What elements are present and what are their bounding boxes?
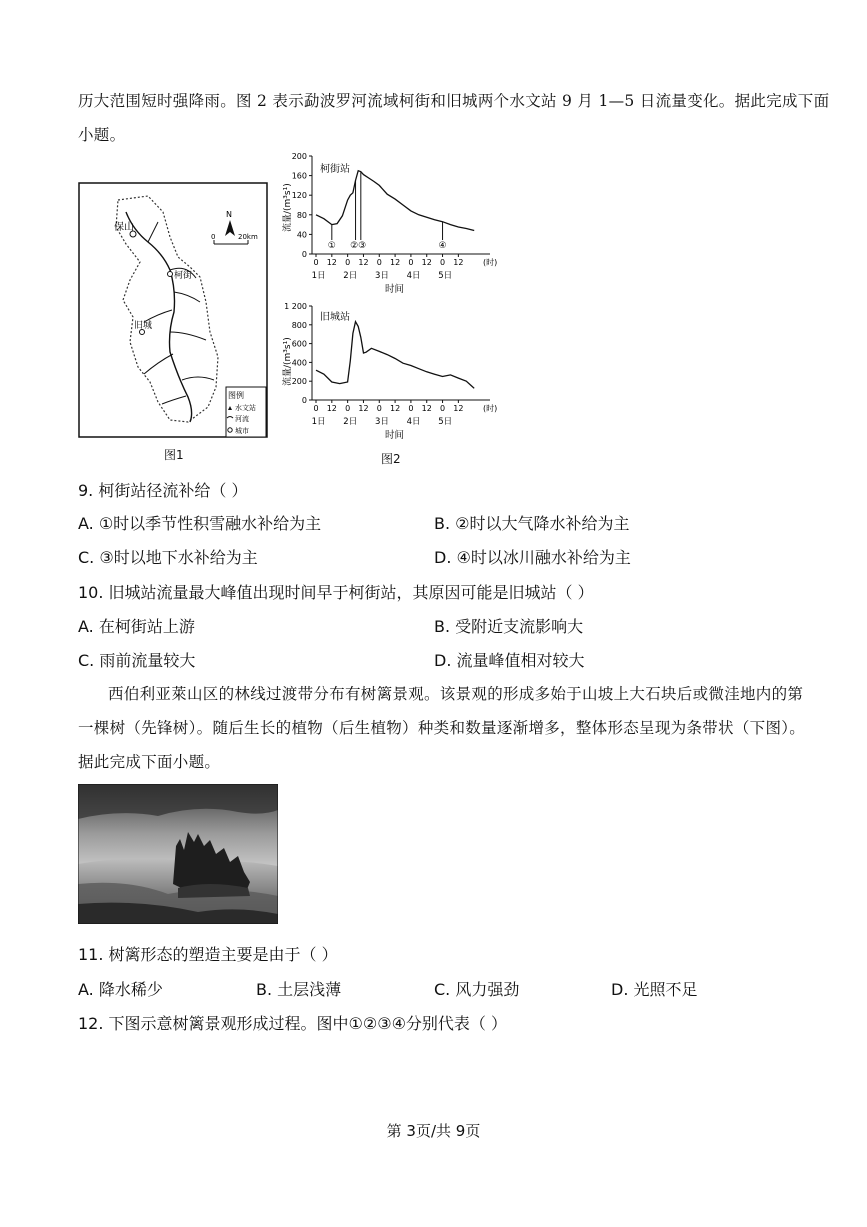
- q9-option-d[interactable]: D. ④时以冰川融水补给为主: [434, 548, 631, 567]
- day-label: 4日: [406, 271, 421, 281]
- day-label: 5日: [438, 417, 453, 427]
- legend-item: 水文站: [235, 404, 256, 412]
- passage2-line-1: 西伯利亚萊山区的林线过渡带分布有树篱景观。该景观的形成多始于山坡上大石块后或微洼地内的第: [108, 685, 804, 703]
- series-line-jiucheng: [316, 322, 474, 389]
- x-unit: (时): [483, 258, 498, 267]
- x-tick-label: 12: [358, 404, 369, 413]
- time-marker: ①: [327, 241, 336, 251]
- q10-stem: 10. 旧城站流量最大峰值出现时间早于柯街站，其原因可能是旧城站（ ）: [78, 583, 594, 602]
- y-tick-label: 160: [291, 171, 307, 181]
- q10-option-d[interactable]: D. 流量峰值相对较大: [434, 651, 585, 670]
- q10-option-b[interactable]: B. 受附近支流影响大: [434, 617, 584, 636]
- passage2-line-3: 据此完成下面小题。: [78, 753, 221, 771]
- y-tick-label: 1 200: [284, 302, 307, 311]
- x-tick-label: 12: [358, 258, 369, 267]
- y-tick-label: 40: [296, 230, 307, 240]
- day-label: 1日: [311, 417, 326, 427]
- figure1-caption: 图1: [164, 448, 184, 462]
- x-tick-label: 0: [313, 258, 319, 267]
- time-marker: ④: [438, 241, 447, 251]
- x-unit: (时): [483, 404, 498, 413]
- x-tick-label: 12: [421, 258, 432, 267]
- x-tick-label: 0: [345, 258, 351, 267]
- x-tick-label: 12: [326, 258, 337, 267]
- chart-kejie: [281, 152, 497, 295]
- day-label: 3日: [374, 417, 389, 427]
- passage2-line-2: 一棵树（先锋树）。随后生长的植物（后生植物）种类和数量逐渐增多，整体形态呈现为条带状（下图）。: [78, 719, 806, 737]
- chart-title: 柯街站: [320, 164, 350, 175]
- q11-option-a[interactable]: A. 降水稀少: [78, 980, 163, 999]
- series-line-kejie: [316, 171, 474, 231]
- q11-option-b[interactable]: B. 土层浅薄: [256, 980, 342, 999]
- day-label: 3日: [374, 271, 389, 281]
- x-tick-label: 12: [326, 404, 337, 413]
- town-label: 柯街: [174, 271, 193, 281]
- y-tick-label: 800: [291, 320, 307, 330]
- x-tick-label: 12: [453, 404, 464, 413]
- x-tick-label: 0: [439, 258, 446, 267]
- q9-option-c[interactable]: C. ③时以地下水补给为主: [78, 548, 258, 567]
- x-tick-label: 12: [389, 404, 401, 413]
- intro-line-2: 小题。: [78, 126, 126, 144]
- x-tick-label: 12: [453, 258, 464, 267]
- town-label: 保山: [114, 222, 134, 233]
- x-tick-label: 0: [439, 404, 446, 413]
- q9-stem: 9. 柯街站径流补给（ ）: [78, 481, 248, 500]
- y-label: 流量/(m³s¹): [283, 183, 293, 232]
- x-tick-label: 12: [421, 404, 432, 413]
- y-tick-label: 80: [296, 210, 307, 220]
- day-label: 4日: [406, 417, 421, 427]
- q12-stem: 12. 下图示意树篱景观形成过程。图中①②③④分别代表（ ）: [78, 1014, 507, 1033]
- hedge-landscape-photo: [78, 784, 278, 924]
- x-tick-label: 0: [376, 404, 382, 413]
- day-label: 2日: [343, 271, 358, 281]
- city-icon: [228, 428, 232, 432]
- scale-20km: 20km: [238, 233, 258, 241]
- city-kejie: [168, 272, 173, 277]
- y-tick-label: 200: [291, 377, 307, 387]
- x-label: 时间: [385, 284, 405, 295]
- y-tick-label: 0: [301, 396, 307, 405]
- figure1-map: [78, 182, 270, 440]
- y-tick-label: 400: [291, 358, 307, 368]
- q11-stem: 11. 树篱形态的塑造主要是由于（ ）: [78, 945, 338, 964]
- y-tick-label: 200: [291, 152, 307, 161]
- legend-title: 图例: [228, 391, 244, 400]
- x-tick-label: 0: [408, 258, 414, 267]
- x-tick-label: 12: [389, 258, 401, 267]
- q11-option-c[interactable]: C. 风力强劲: [434, 980, 520, 999]
- north-label: N: [226, 210, 232, 219]
- day-label: 5日: [438, 271, 453, 281]
- x-tick-label: 0: [313, 404, 319, 413]
- x-tick-label: 0: [345, 404, 351, 413]
- scale-zero: 0: [211, 233, 216, 241]
- q9-option-a[interactable]: A. ①时以季节性积雪融水补给为主: [78, 514, 322, 533]
- figure2-caption: 图2: [381, 452, 401, 466]
- y-label: 流量/(m³s¹): [283, 337, 293, 386]
- q10-option-c[interactable]: C. 雨前流量较大: [78, 651, 196, 670]
- x-tick-label: 0: [408, 404, 414, 413]
- intro-line-1: 历大范围短时强降雨。图 2 表示勐波罗河流域柯街和旧城两个水文站 9 月 1—5 日流量变化。据此完成下面: [78, 92, 830, 110]
- q10-option-a[interactable]: A. 在柯街站上游: [78, 617, 195, 636]
- legend-item: 城市: [235, 427, 249, 435]
- y-tick-label: 600: [291, 339, 307, 349]
- q9-option-b[interactable]: B. ②时以大气降水补给为主: [434, 514, 630, 533]
- y-tick-label: 120: [291, 191, 307, 201]
- page-footer: 第 3页/共 9页: [386, 1122, 481, 1140]
- chart-jiucheng: [281, 302, 497, 441]
- y-tick-label: 0: [301, 250, 307, 259]
- time-marker: ②③: [350, 241, 367, 251]
- day-label: 2日: [343, 417, 358, 427]
- town-label: 旧城: [134, 321, 153, 331]
- x-label: 时间: [385, 430, 405, 441]
- chart-title: 旧城站: [320, 312, 350, 323]
- legend-item: 河流: [235, 415, 249, 423]
- q11-option-d[interactable]: D. 光照不足: [611, 980, 698, 999]
- x-tick-label: 0: [376, 258, 382, 267]
- figure2-charts: [278, 150, 508, 450]
- day-label: 1日: [311, 271, 326, 281]
